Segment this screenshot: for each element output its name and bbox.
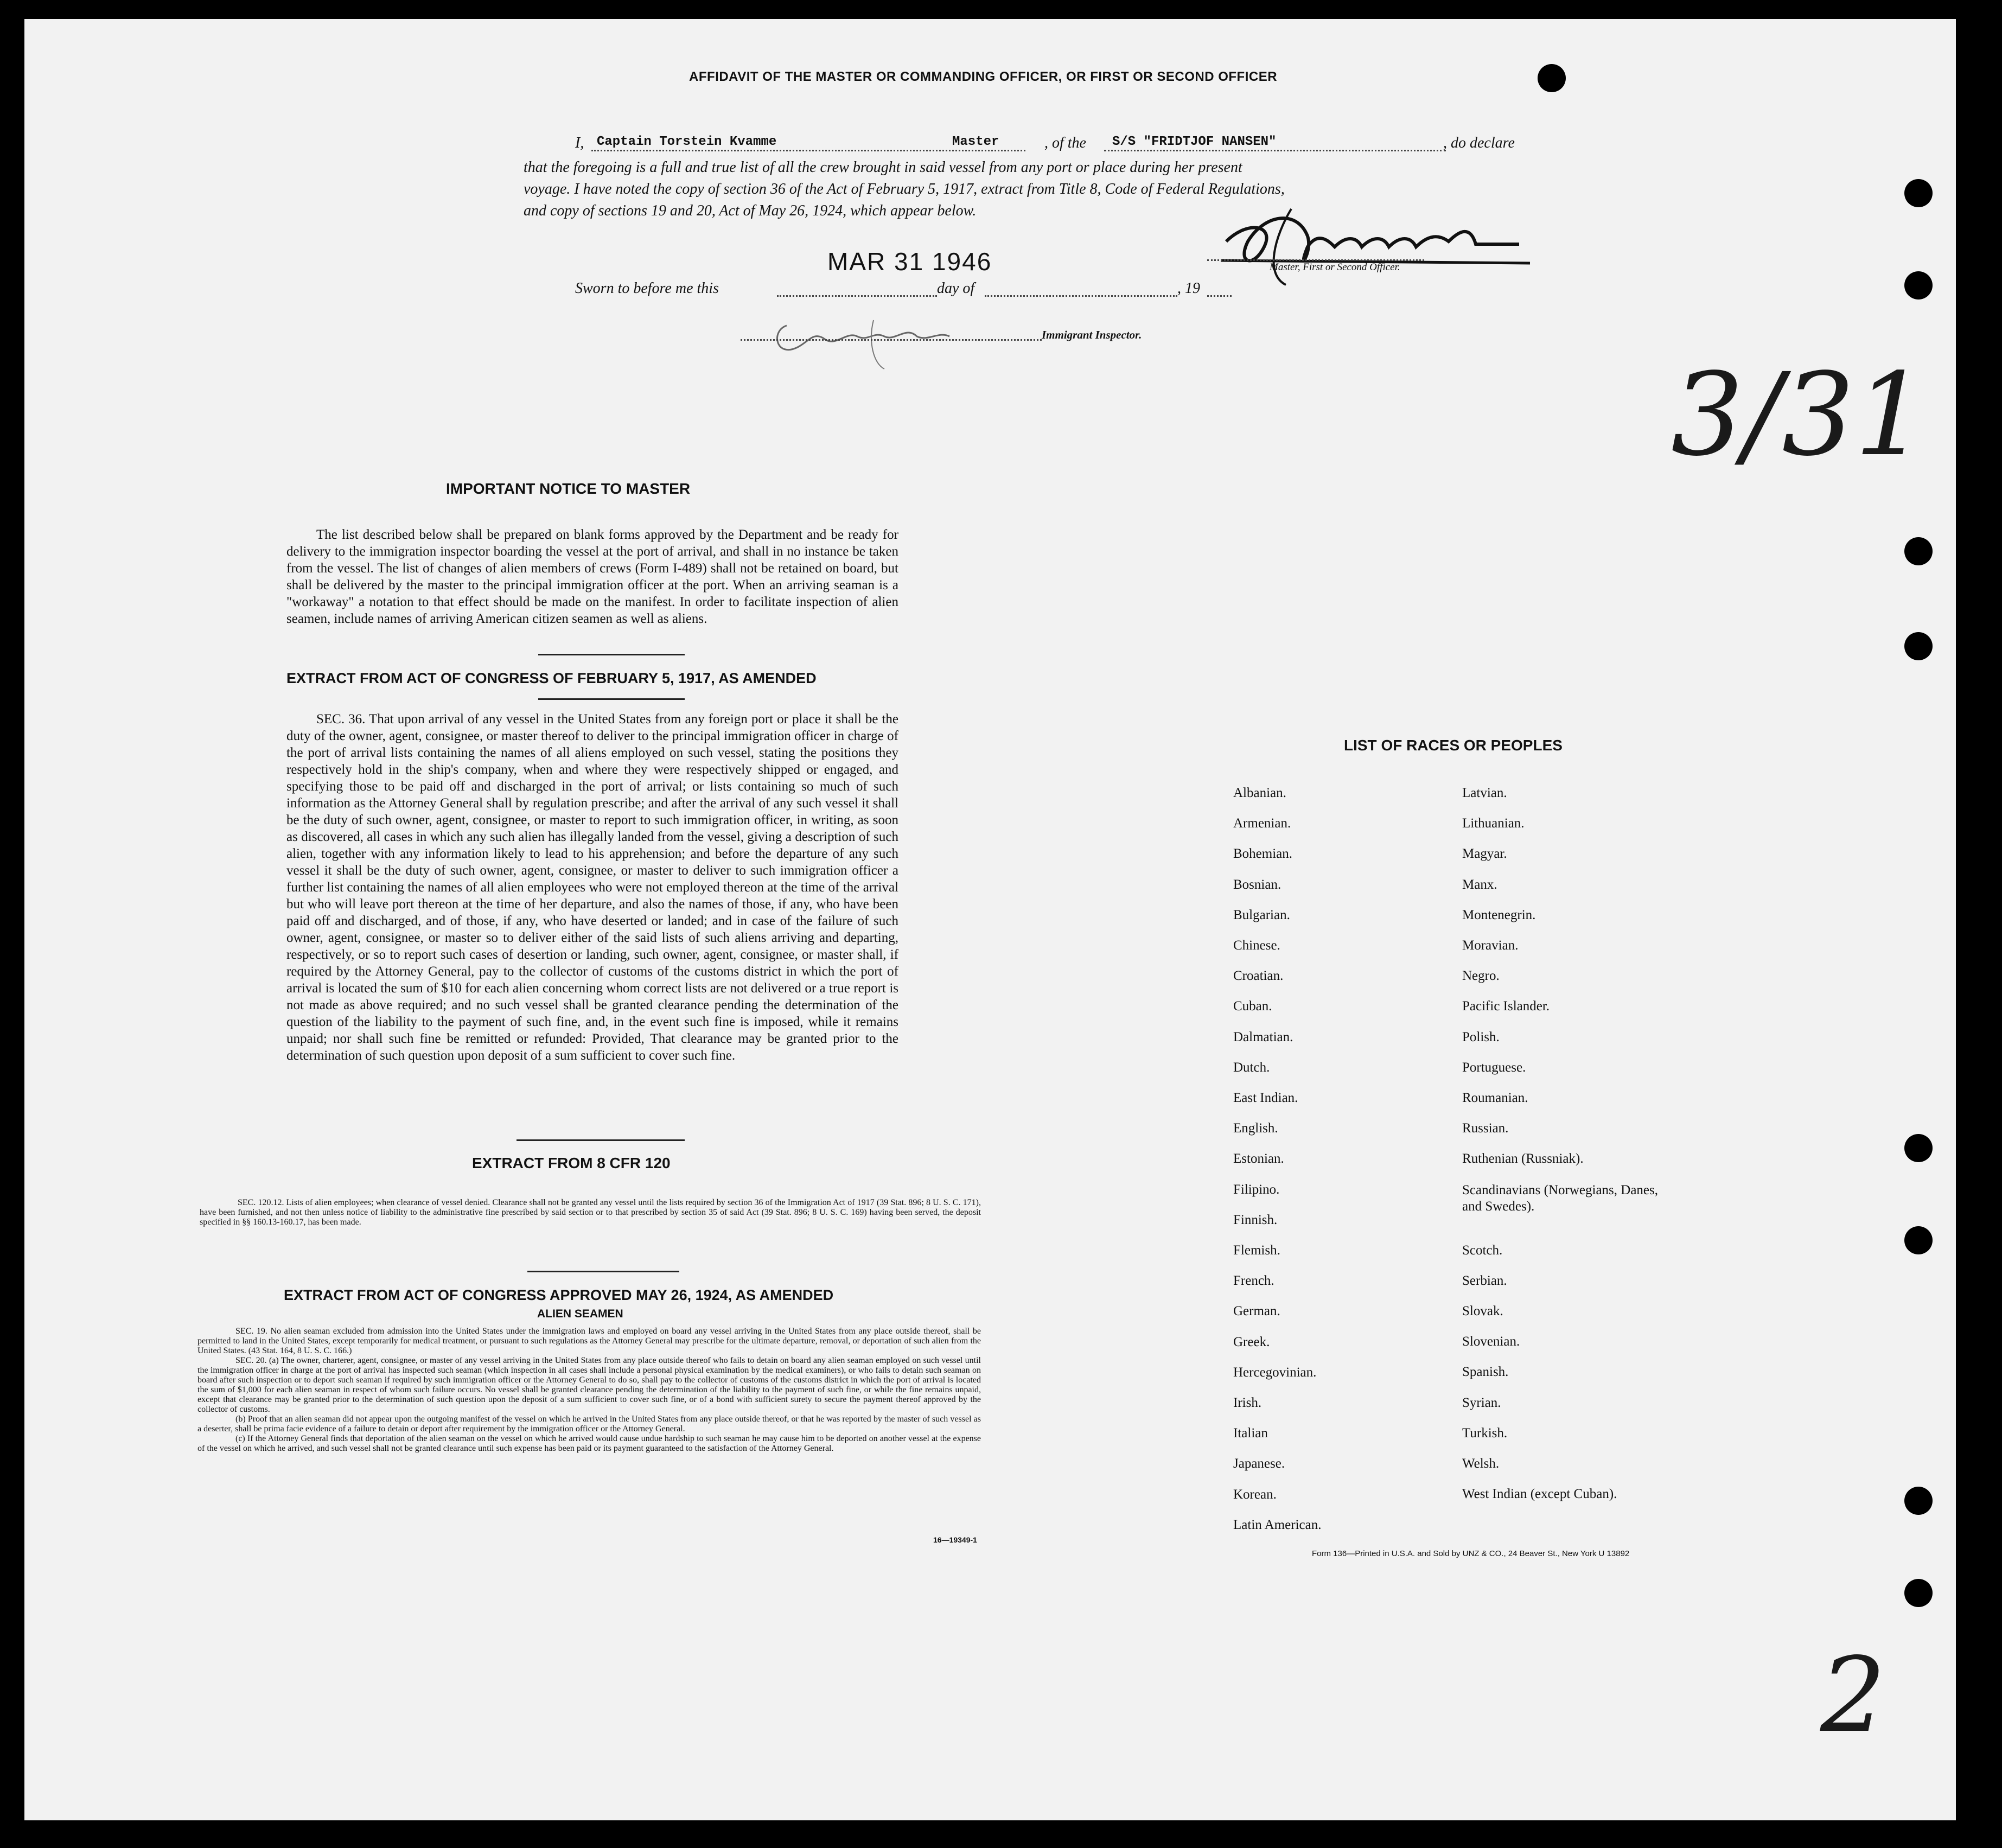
- race-item: Manx.: [1462, 877, 1497, 892]
- punch-hole: [1904, 179, 1933, 207]
- section-20a: SEC. 20. (a) The owner, charterer, agent, consignee, or master of any vessel arriving in the United States from any place outside thereof who fails to detain on board any alien seaman employed on such vessel until the immigration officer in charge at the port of arrival has inspected such seaman (which inspection in all cases shall include a personal physical examination by the medical examiners), or who fails to detain such seaman on board after such inspection or to deport such seaman if required by such immigration officer or the Attorney General to do so, shall pay to the collector of customs of the customs district in which the port of arrival is located the sum of $1,000 for each alien seaman in respect of whom such failure occurs. No vessel shall be granted clearance pending the determination of the liability to the payment of such fine, or while the fine remains unpaid, except that clearance may be granted prior to the determination of such question upon the deposit of a sum sufficient to cover such fine, or of a bond with sufficient surety to secure the payment thereof approved by the collector of customs.: [197, 1356, 981, 1414]
- race-item: Hercegovinian.: [1233, 1365, 1317, 1380]
- race-item: Turkish.: [1462, 1425, 1508, 1441]
- race-item: West Indian (except Cuban).: [1462, 1487, 1617, 1502]
- race-item: Bulgarian.: [1233, 907, 1290, 922]
- inspector-line: [741, 339, 1042, 341]
- divider: [538, 698, 685, 700]
- race-item: Dalmatian.: [1233, 1029, 1293, 1044]
- race-item: Filipino.: [1233, 1182, 1280, 1197]
- notice-title: IMPORTANT NOTICE TO MASTER: [446, 480, 691, 497]
- race-item: Cuban.: [1233, 999, 1272, 1014]
- vessel-field-line: [1104, 150, 1446, 151]
- extract-cfr-title: EXTRACT FROM 8 CFR 120: [472, 1155, 671, 1171]
- extract-1917-body: SEC. 36. That upon arrival of any vessel in the United States from any foreign port or place it shall be the duty of the owner, agent, consignee, or master thereof to deliver to the principal immigration officer in charge of the port of arrival lists containing the names of all aliens employed on such vessel, stating the positions they respectively hold in the ship's company, when and where they were respectively shipped or engaged, and specifying those to be paid off and discharged in the port of arrival; or lists containing so much of such information as the Attorney General shall by regulation prescribe; and after the arrival of any such vessel it shall be the duty of such owner, agent, consignee, or master to report to such immigration officer, in writing, as soon as discovered, all cases in which any such alien has illegally landed from the vessel, giving a description of such alien, together with any information likely to lead to his apprehension; and before the departure of any such vessel it shall be the duty of such owner, agent, consignee, or master to deliver to such immigration officer a further list containing the names of all alien employees who were not employed thereon at the time of the arrival but who will leave port thereon at the time of her departure, and also the names of those, if any, who have been paid off and discharged, and of those, if any, who have deserted or landed; and in case of the failure of such owner, agent, consignee, or master so to deliver either of the said lists of such aliens arriving and departing, respectively, or so to report such cases of desertion or landing, such owner, agent, consignee, or master shall, if required by the Attorney General, pay to the collector of customs of the customs district in which the port of arrival is located the sum of $10 for each alien concerning whom correct lists are not delivered or a true report is not made as above required; and no such vessel shall be granted clearance pending the determination of the question of the liability to the payment of such fine, and, in the event such fine is imposed, while it remains unpaid; nor shall such fine be remitted or refunded: Provided, That clearance may be granted prior to the determination of such question upon deposit of a sum sufficient to cover such fine.: [286, 712, 898, 1063]
- race-item: Syrian.: [1462, 1395, 1501, 1410]
- race-item: Polish.: [1462, 1029, 1500, 1044]
- race-item: Slovak.: [1462, 1304, 1503, 1318]
- race-item: Scotch.: [1462, 1242, 1503, 1258]
- race-item: Dutch.: [1233, 1060, 1270, 1075]
- captain-name: Captain Torstein Kvamme: [597, 135, 777, 149]
- punch-hole: [1904, 271, 1933, 299]
- affidavit-line-3: voyage. I have noted the copy of section 36 of the Act of February 5, 1917, extract from Title 8, Code of Federal Regulations,: [524, 181, 1285, 197]
- signature-label: Master, First or Second Officer.: [1270, 262, 1400, 273]
- signature-line: [1207, 259, 1424, 261]
- do-declare-label: , do declare: [1443, 135, 1515, 151]
- affidavit-prefix: I,: [575, 135, 584, 151]
- race-item: Bohemian.: [1233, 846, 1293, 862]
- race-item: Russian.: [1462, 1121, 1509, 1136]
- of-the-label: , of the: [1044, 135, 1086, 151]
- race-item: Armenian.: [1233, 816, 1291, 831]
- punch-hole: [1904, 1487, 1933, 1515]
- vessel-name: S/S "FRIDTJOF NANSEN": [1112, 135, 1277, 149]
- captain-signature: [1215, 203, 1541, 290]
- race-item: Irish.: [1233, 1395, 1262, 1410]
- sworn-day-line: [777, 295, 937, 297]
- race-item: Roumanian.: [1462, 1091, 1528, 1105]
- punch-hole: [1904, 1134, 1933, 1162]
- race-item: Finnish.: [1233, 1212, 1278, 1227]
- race-item: Italian: [1233, 1426, 1268, 1441]
- race-item: Albanian.: [1233, 786, 1286, 800]
- race-item: English.: [1233, 1121, 1278, 1136]
- race-item: Slovenian.: [1462, 1334, 1520, 1349]
- punch-hole: [1904, 537, 1933, 565]
- race-item: Flemish.: [1233, 1243, 1280, 1258]
- section-20b: (b) Proof that an alien seaman did not appear upon the outgoing manifest of the vessel on which he arrived in the United States from any place outside thereof, or that he was reported by the master of such vessel as a deserter, shall be prima facie evidence of a failure to detain or deport after requirement by the immigration officer or the Attorney General.: [197, 1414, 981, 1433]
- year-label: , 19: [1177, 280, 1200, 297]
- race-item: Spanish.: [1462, 1365, 1509, 1380]
- races-title: LIST OF RACES OR PEOPLES: [1344, 737, 1563, 754]
- race-item: Latvian.: [1462, 786, 1507, 800]
- sworn-month-line: [985, 295, 1177, 297]
- extract-1924-subtitle: ALIEN SEAMEN: [537, 1308, 623, 1320]
- race-item: German.: [1233, 1304, 1280, 1319]
- race-item: Pacific Islander.: [1462, 999, 1550, 1014]
- punch-hole: [1904, 1226, 1933, 1254]
- race-item: Welsh.: [1462, 1456, 1500, 1471]
- race-item: Ruthenian (Russniak).: [1462, 1151, 1584, 1167]
- race-item: Serbian.: [1462, 1273, 1507, 1288]
- race-item: Bosnian.: [1233, 877, 1281, 892]
- extract-1924-title: EXTRACT FROM ACT OF CONGRESS APPROVED MAY 26, 1924, AS AMENDED: [284, 1287, 834, 1303]
- handwritten-page-number: 2: [1820, 1635, 1886, 1755]
- day-of-label: day of: [937, 280, 975, 297]
- race-item: Latin American.: [1233, 1517, 1322, 1532]
- divider: [517, 1139, 685, 1141]
- race-item: Chinese.: [1233, 938, 1280, 953]
- race-item: Japanese.: [1233, 1456, 1285, 1471]
- inspector-signature: [765, 309, 982, 374]
- punch-hole: [1904, 632, 1933, 660]
- divider: [527, 1271, 679, 1272]
- race-item: Korean.: [1233, 1487, 1277, 1502]
- captain-position: Master: [952, 135, 999, 149]
- race-item: French.: [1233, 1273, 1274, 1289]
- punch-hole: [1538, 64, 1566, 92]
- race-item: Lithuanian.: [1462, 816, 1525, 831]
- date-stamp: MAR 31 1946: [827, 247, 992, 276]
- extract-1917-title: EXTRACT FROM ACT OF CONGRESS OF FEBRUARY 5, 1917, AS AMENDED: [286, 670, 817, 686]
- race-item: Greek.: [1233, 1334, 1270, 1349]
- race-item: Portuguese.: [1462, 1060, 1526, 1075]
- inspector-label: Immigrant Inspector.: [1042, 328, 1142, 341]
- sworn-year-line: [1207, 295, 1232, 297]
- race-item: Scandinavians (Norwegians, Danes, and Swedes).: [1462, 1182, 1659, 1214]
- race-item: Negro.: [1462, 968, 1500, 984]
- race-item: Magyar.: [1462, 846, 1507, 862]
- punch-hole: [1904, 1579, 1933, 1607]
- affidavit-line-4: and copy of sections 19 and 20, Act of May 26, 1924, which appear below.: [524, 202, 977, 219]
- printer-footer: Form 136—Printed in U.S.A. and Sold by UNZ & CO., 24 Beaver St., New York U 13892: [1312, 1549, 1630, 1558]
- notice-body: The list described below shall be prepared on blank forms approved by the Department and be ready for delivery to the immigration inspector boarding the vessel at the port of arrival, and shall in no instance be taken from the vessel. The list of changes of alien members of crews (Form I-489) shall not be retained on board, but shall be delivered by the master to the principal immigration officer at the port. When an arriving seaman is a "workaway" a notation to that effect should be made on the manifest. In order to facilitate inspection of alien seamen, include names of arriving American citizen seamen as well as aliens.: [286, 527, 898, 626]
- race-item: East Indian.: [1233, 1091, 1298, 1105]
- extract-cfr-body: SEC. 120.12. Lists of alien employees; when clearance of vessel denied. Clearance shall not be granted any vessel until the lists required by section 36 of the Immigration Act of 1917 (39 Stat. 896; 8 U. S. C. 171), have been furnished, and not then unless notice of liability to the administrative fine prescribed by said section or to that prescribed by section 35 of said Act (39 Stat. 896; 8 U. S. C. 169) having been served, the deposit specified in §§ 160.13-160.17, has been made.: [200, 1198, 981, 1227]
- name-field-line: [591, 150, 1025, 151]
- section-19: SEC. 19. No alien seaman excluded from admission into the United States under the immigration laws and employed on board any vessel arriving in the United States from any place outside thereof, shall be permitted to land in the United States, except temporarily for medical treatment, or pursuant to such regulations as the Attorney General may prescribe for the ultimate departure, removal, or deportation of such alien from the United States. (43 Stat. 164, 8 U. S. C. 166.): [197, 1327, 981, 1355]
- divider: [538, 654, 685, 655]
- form-code: 16—19349-1: [933, 1535, 977, 1544]
- race-item: Montenegrin.: [1462, 907, 1536, 922]
- affidavit-title: AFFIDAVIT OF THE MASTER OR COMMANDING OFFICER, OR FIRST OR SECOND OFFICER: [689, 69, 1278, 84]
- sworn-label: Sworn to before me this: [575, 280, 719, 297]
- race-item: Moravian.: [1462, 938, 1519, 953]
- affidavit-line-2: that the foregoing is a full and true list of all the crew brought in said vessel from any port or place during her present: [524, 159, 1242, 176]
- race-item: Croatian.: [1233, 968, 1284, 984]
- handwritten-date-note: 3/31: [1671, 348, 1927, 481]
- section-20c: (c) If the Attorney General finds that deportation of the alien seaman on the vessel on which he arrived would cause undue hardship to such seaman he may cause him to be deported on another vessel at the expense of the vessel on which he arrived, and such vessel shall not be granted clearance until such expense has been paid or its payment guaranteed to the satisfaction of the Attorney General.: [197, 1434, 981, 1453]
- race-item: Estonian.: [1233, 1151, 1284, 1167]
